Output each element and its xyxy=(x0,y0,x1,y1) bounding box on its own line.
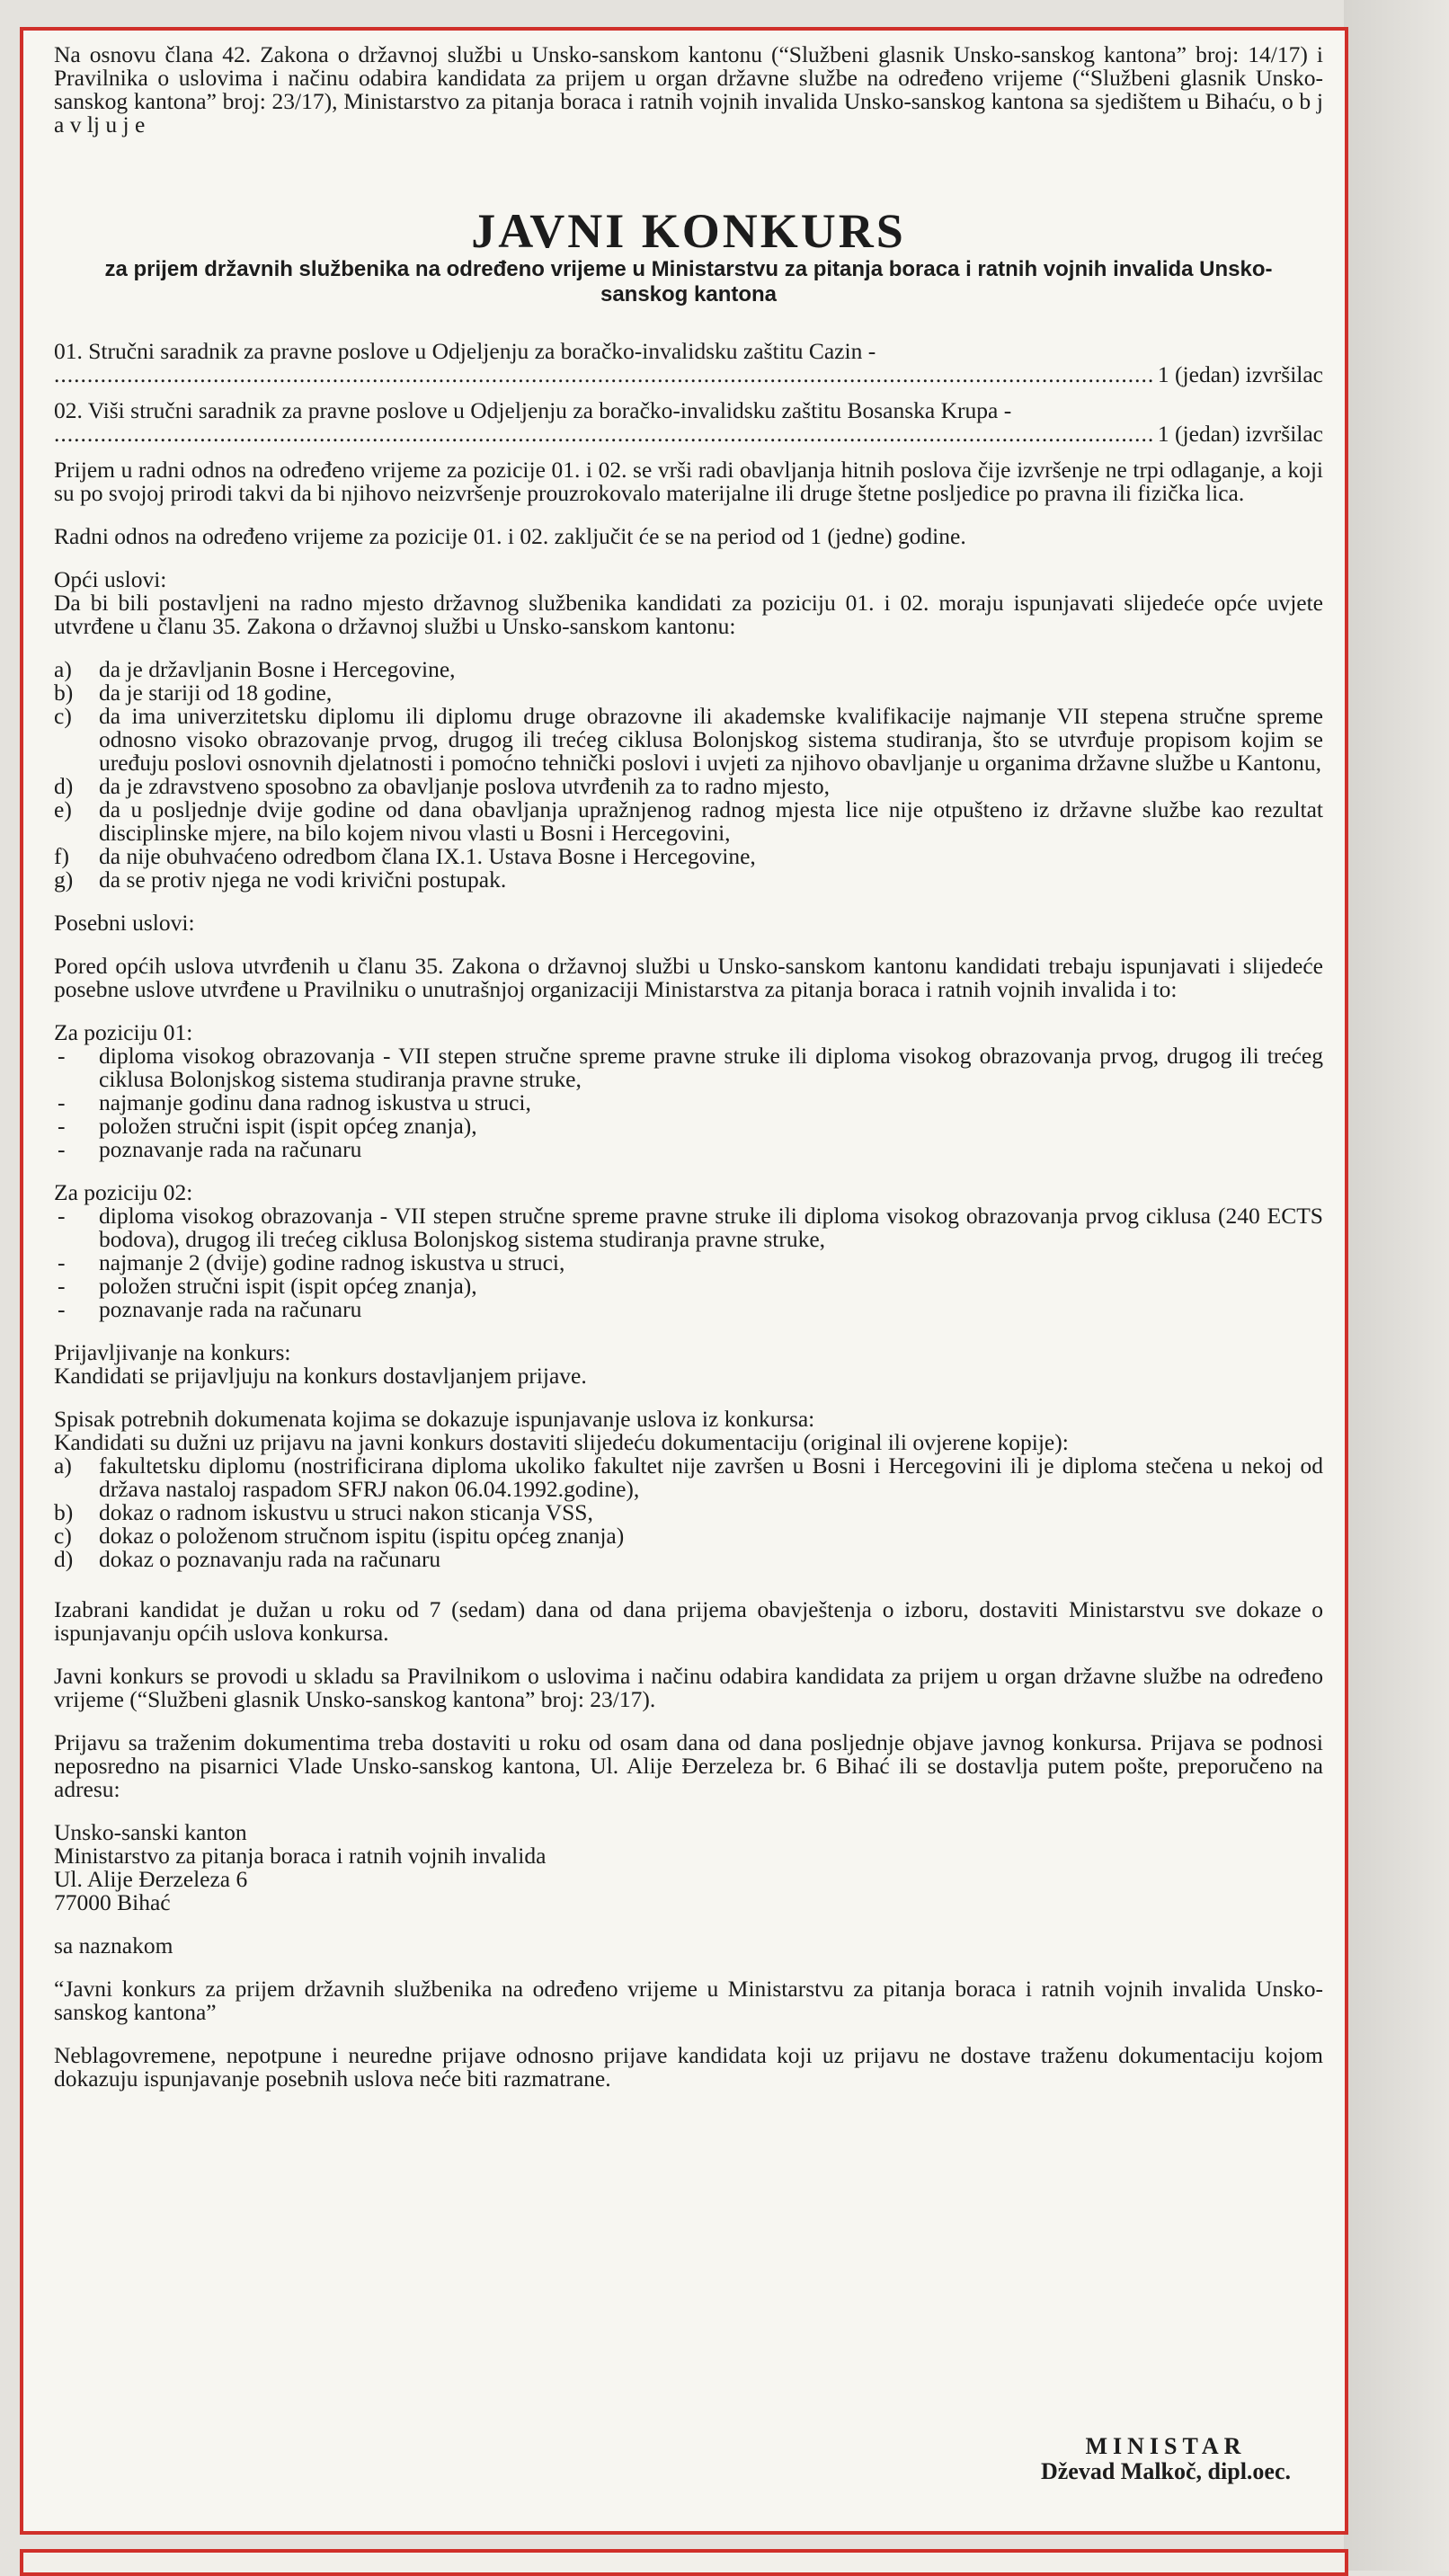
list-marker: a) xyxy=(54,656,72,682)
dot-leader xyxy=(54,363,1154,386)
position-01-title: 01. Stručni saradnik za pravne poslove u Odjeljenju za boračko-invalidsku zaštitu Cazin - xyxy=(54,338,876,364)
documents-list xyxy=(54,1454,1323,1571)
list-marker: b) xyxy=(54,680,74,706)
general-conditions-list xyxy=(54,658,1323,892)
list-text: najmanje godinu dana radnog iskustva u struci, xyxy=(99,1089,531,1115)
documents-lead: Kandidati su dužni uz prijavu na javni konkurs dostaviti slijedeću dokumentaciju (original ili ovjerene kopije): xyxy=(54,1429,1069,1455)
list-text: da je zdravstveno sposobno za obavljanje poslova utvrđenih za to radno mjesto, xyxy=(99,773,830,799)
urgent-paragraph: Prijem u radni odnos na određeno vrijeme za pozicije 01. i 02. se vrši radi obavljanja hitnih poslova čije izvršenje ne trpi odlaganje, a koji su po svojoj prirodi takvi da bi njihovo neizvršenje prouzrokovalo materijalne ili druge štetne posljedice po pravna ili fizička lica. xyxy=(54,457,1323,506)
list-marker: g) xyxy=(54,866,74,893)
list-item xyxy=(54,1275,1323,1298)
list-text: dokaz o radnom iskustvu u struci nakon sticanja VSS, xyxy=(99,1499,593,1525)
address-block xyxy=(54,1821,1323,1914)
special-conditions-heading: Posebni uslovi: xyxy=(54,910,195,936)
general-conditions xyxy=(54,568,1323,892)
general-conditions-lead: Da bi bili postavljeni na radno mjesto državnog službenika kandidati za poziciju 01. i 02. moraju ispunjavati slijedeće opće uvjete utvrđene u članu 35. Zakona o državnoj službi u Unsko-sanskom kantonu: xyxy=(54,590,1323,639)
title-block xyxy=(54,204,1323,307)
list-item xyxy=(54,658,1323,681)
position-02-leader xyxy=(54,422,1323,446)
list-item xyxy=(54,1044,1323,1091)
announcement-content xyxy=(54,43,1323,2110)
address-line: Ministarstvo za pitanja boraca i ratnih vojnih invalida xyxy=(54,1843,547,1869)
list-item xyxy=(54,681,1323,705)
list-text: diploma visokog obrazovanja - VII stepen stručne spreme pravne struke ili diploma visokog obrazovanja prvog, drugog ili trećeg ciklusa Bolonjskog sistema studiranja pravne struke, xyxy=(99,1043,1323,1092)
list-item xyxy=(54,705,1323,775)
list-text: da nije obuhvaćeno odredbom člana IX.1. Ustava Bosne i Hercegovine, xyxy=(99,843,756,869)
signature-name: Dževad Malkoč, dipl.oec. xyxy=(1040,2458,1291,2484)
list-marker: d) xyxy=(54,773,74,799)
application-heading: Prijavljivanje na konkurs: xyxy=(54,1339,291,1365)
list-item xyxy=(54,1251,1323,1275)
list-item xyxy=(54,775,1323,798)
special-conditions xyxy=(54,911,1323,1321)
list-item xyxy=(54,1115,1323,1138)
position-01-requirements xyxy=(54,1044,1323,1161)
position-01-requirements-heading: Za poziciju 01: xyxy=(54,1019,193,1045)
dash-marker: - xyxy=(58,1296,66,1322)
list-item xyxy=(54,1548,1323,1571)
address-line: Ul. Alije Đerzeleza 6 xyxy=(54,1866,248,1892)
list-text: poznavanje rada na računaru xyxy=(99,1296,362,1322)
list-marker: e) xyxy=(54,796,72,822)
position-01 xyxy=(54,340,1323,386)
position-02-count: 1 (jedan) izvršilac xyxy=(1157,421,1323,447)
list-marker: c) xyxy=(54,1523,72,1549)
list-text: da je stariji od 18 godine, xyxy=(99,680,333,706)
documents-heading: Spisak potrebnih dokumenata kojima se dokazuje ispunjavanje uslova iz konkursa: xyxy=(54,1406,815,1432)
application-text: Kandidati se prijavljuju na konkurs dostavljanjem prijave. xyxy=(54,1363,587,1389)
dash-marker: - xyxy=(58,1249,66,1275)
selected-candidate-paragraph: Izabrani kandidat je dužan u roku od 7 (sedam) dana od dana prijema obavještenja o izboru, dostaviti Ministarstvu sve dokaze o ispunjavanju općih uslova konkursa. xyxy=(54,1596,1323,1646)
application-section xyxy=(54,1341,1323,1388)
list-text: poznavanje rada na računaru xyxy=(99,1136,362,1162)
position-02-requirements-heading: Za poziciju 02: xyxy=(54,1179,193,1205)
announcement-frame xyxy=(20,27,1348,2535)
document-subtitle: za prijem državnih službenika na određeno vrijeme u Ministarstvu za pitanja boraca i ratnih vojnih invalida Unsko-sanskog kantona xyxy=(104,257,1273,306)
list-item xyxy=(54,845,1323,868)
list-text: diploma visokog obrazovanja - VII stepen stručne spreme pravne struke ili diploma visokog obrazovanja prvog ciklusa (240 ECTS bodova), drugog ili trećeg ciklusa Bolonjskog sistema studiranja pravne struke, xyxy=(99,1203,1323,1252)
list-item xyxy=(54,1524,1323,1548)
dash-marker: - xyxy=(58,1043,66,1069)
dash-marker: - xyxy=(58,1136,66,1162)
marking-label: sa naznakom xyxy=(54,1932,173,1959)
list-text: fakultetsku diplomu (nostrificirana diploma ukoliko fakultet nije završen u Bosni i Hercegovini ili je diploma stečena u nekoj od država nastaloj raspadom SFRJ nakon 06.04.1992.godine), xyxy=(99,1452,1323,1502)
list-text: da se protiv njega ne vodi krivični postupak. xyxy=(99,866,507,893)
list-item xyxy=(54,1138,1323,1161)
list-item xyxy=(54,1501,1323,1524)
list-text: položen stručni ispit (ispit općeg znanja), xyxy=(99,1273,477,1299)
list-item xyxy=(54,868,1323,892)
list-marker: f) xyxy=(54,843,69,869)
special-conditions-lead: Pored općih uslova utvrđenih u članu 35. Zakona o državnoj službi u Unsko-sanskom kantonu kandidati trebaju ispunjavati i slijedeće posebne uslove utvrđene u Pravilniku o unutrašnjoj organizaciji Ministarstva za pitanja boraca i ratnih vojnih invalida i to: xyxy=(54,953,1323,1002)
rejected-paragraph: Neblagovremene, nepotpune i neuredne prijave odnosno prijave kandidata koji uz prijavu ne dostave traženu dokumentaciju kojom dokazuju ispunjavanje posebnih uslova neće biti razmatrane. xyxy=(54,2042,1323,2092)
list-marker: c) xyxy=(54,703,72,729)
list-text: dokaz o položenom stručnom ispitu (ispitu općeg znanja) xyxy=(99,1523,625,1549)
rules-paragraph: Javni konkurs se provodi u skladu sa Pravilnikom o uslovima i načinu odabira kandidata za prijem u organ državne službe na određeno vrijeme (“Službeni glasnik Unsko-sanskog kantona” broj: 23/17). xyxy=(54,1663,1323,1712)
address-line: 77000 Bihać xyxy=(54,1889,171,1915)
list-marker: b) xyxy=(54,1499,74,1525)
position-01-leader xyxy=(54,363,1323,386)
list-text: dokaz o poznavanju rada na računaru xyxy=(99,1546,441,1572)
address-line: Unsko-sanski kanton xyxy=(54,1819,247,1845)
marking-text: “Javni konkurs za prijem državnih službenika na određeno vrijeme u Ministarstvu za pitanja boraca i ratnih vojnih invalida Unsko-sanskog kantona” xyxy=(54,1976,1323,2025)
dash-marker: - xyxy=(58,1203,66,1229)
list-text: položen stručni ispit (ispit općeg znanja), xyxy=(99,1113,477,1139)
list-item xyxy=(54,1454,1323,1501)
next-announcement-edge xyxy=(20,2549,1348,2576)
list-text: da ima univerzitetsku diplomu ili diplomu druge obrazovne ili akademske kvalifikacije najmanje VII stepena stručne spreme odnosno visoko obrazovanje prvog, drugog ili trećeg ciklusa Bolonjskog sistema studiranja, što se utvrđuje propisom kojim se uređuju poslovi osnovnih djelatnosti i pomoćno tehnički poslovi i uvjeti za njihovo obavljanje u organima državne službe u Kantonu, xyxy=(99,703,1323,776)
list-item xyxy=(54,1204,1323,1251)
list-text: da je državljanin Bosne i Hercegovine, xyxy=(99,656,456,682)
dash-marker: - xyxy=(58,1273,66,1299)
list-item xyxy=(54,1298,1323,1321)
list-text: da u posljednje dvije godine od dana obavljanja upražnjenog radnog mjesta lice nije otpušteno iz državne službe kao rezultat disciplinske mjere, na bilo kojem nivou vlasti u Bosni i Hercegovini, xyxy=(99,796,1323,846)
position-02 xyxy=(54,399,1323,446)
position-01-count: 1 (jedan) izvršilac xyxy=(1157,361,1323,387)
dash-marker: - xyxy=(58,1089,66,1115)
dash-marker: - xyxy=(58,1113,66,1139)
general-conditions-heading: Opći uslovi: xyxy=(54,566,167,592)
document-title: JAVNI KONKURS xyxy=(471,204,906,258)
duration-paragraph: Radni odnos na određeno vrijeme za pozicije 01. i 02. zaključit će se na period od 1 (jedne) godine. xyxy=(54,523,966,549)
signature-block xyxy=(1041,2434,1291,2484)
dot-leader xyxy=(54,422,1154,446)
position-02-title: 02. Viši stručni saradnik za pravne poslove u Odjeljenju za boračko-invalidsku zaštitu Bosanska Krupa - xyxy=(54,397,1012,423)
list-marker: a) xyxy=(54,1452,72,1479)
adjacent-page-edge xyxy=(1344,0,1449,2571)
submission-paragraph: Prijavu sa traženim dokumentima treba dostaviti u roku od osam dana od dana posljednje objave javnog konkursa. Prijava se podnosi neposredno na pisarnici Vlade Unsko-sanskog kantona, Ul. Alije Đerzeleza br. 6 Bihać ili se dostavlja putem pošte, preporučeno na adresu: xyxy=(54,1729,1323,1802)
list-text: najmanje 2 (dvije) godine radnog iskustva u struci, xyxy=(99,1249,565,1275)
list-item xyxy=(54,798,1323,845)
documents-section xyxy=(54,1408,1323,1571)
list-item xyxy=(54,1091,1323,1115)
intro-paragraph: Na osnovu člana 42. Zakona o državnoj službi u Unsko-sanskom kantonu (“Službeni glasnik Unsko-sanskog kantona” broj: 14/17) i Pravilnika o uslovima i načinu odabira kandidata za prijem u organ državne službe na određeno vrijeme (“Službeni glasnik Unsko-sanskog kantona” broj: 23/17), Ministarstvo za pitanja boraca i ratnih vojnih invalida Unsko-sanskog kantona sa sjedištem u Bihaću, o b j a v lj u j e xyxy=(54,41,1323,138)
list-marker: d) xyxy=(54,1546,74,1572)
signature-role: MINISTAR xyxy=(1085,2433,1247,2459)
position-02-requirements xyxy=(54,1204,1323,1321)
